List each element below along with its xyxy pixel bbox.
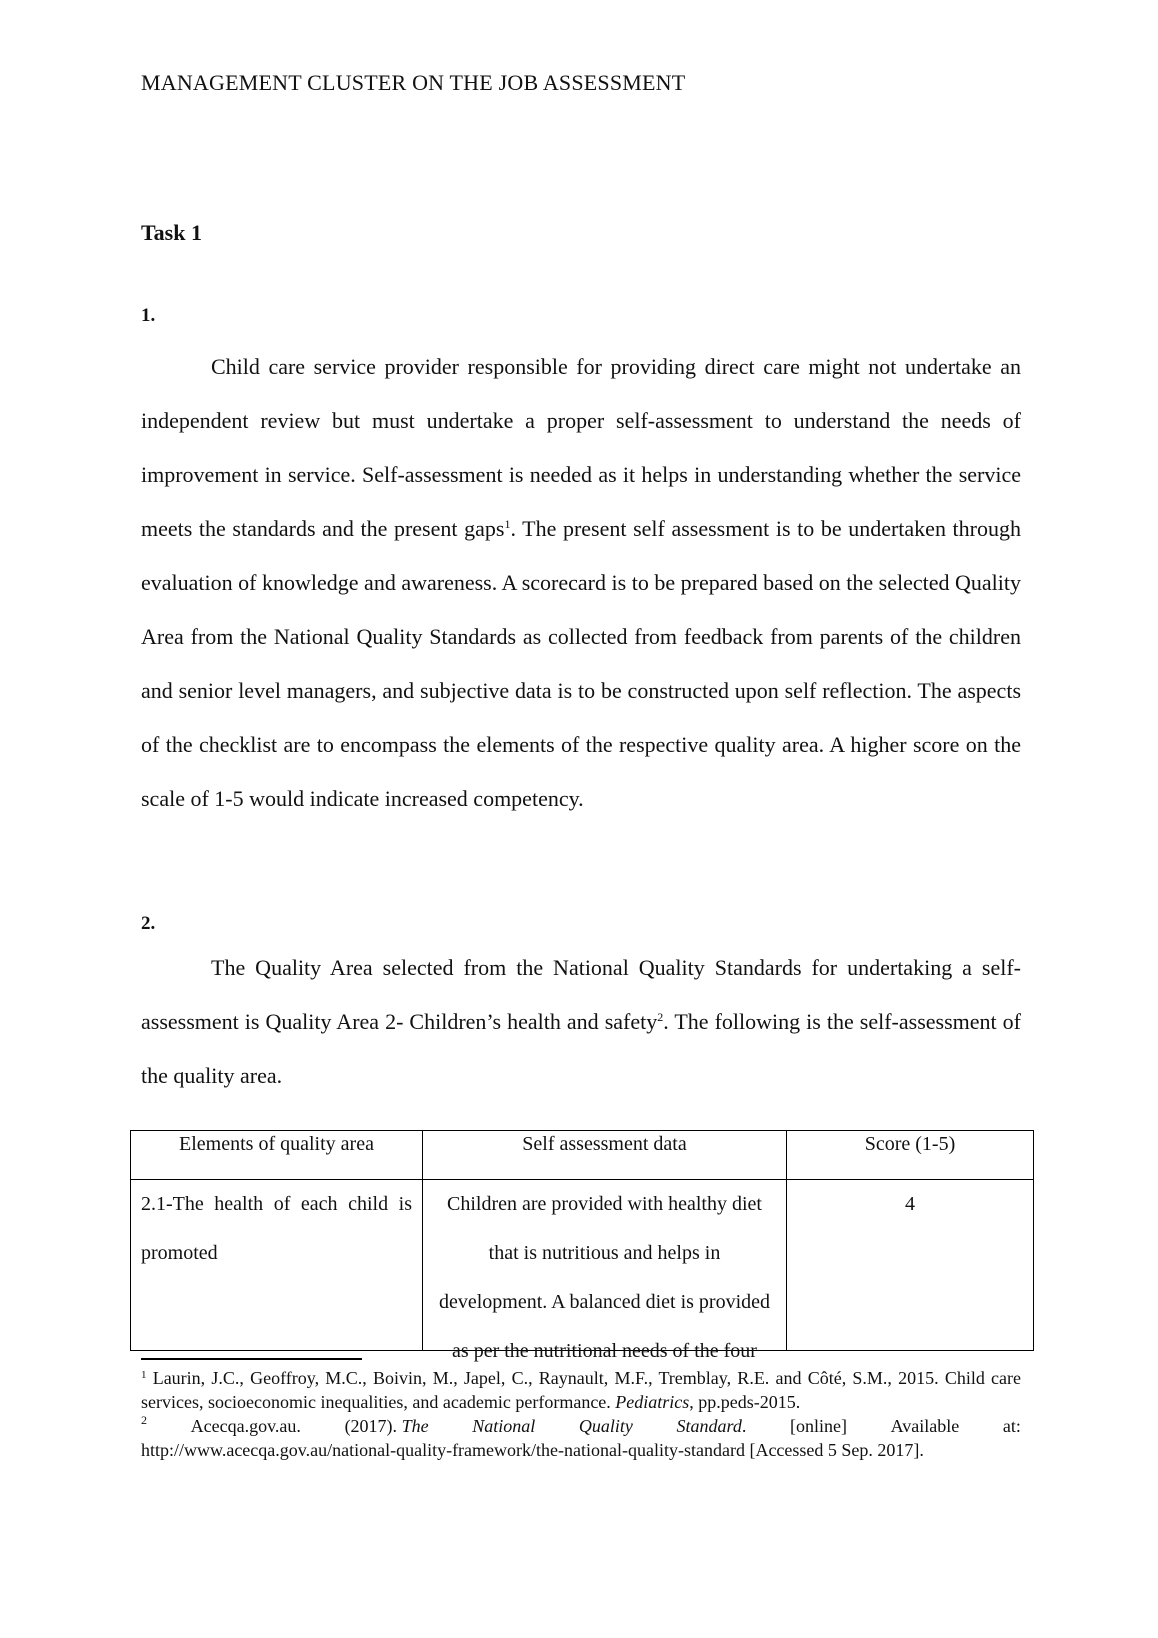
table-cell-score xyxy=(787,1180,1034,1351)
section-2-text-a: The Quality Area selected from the National Quality Standards for undertaking a self-assessment is Quality Area 2- Children’s health and safety xyxy=(141,955,1021,1034)
footnote-2-mark: 2 xyxy=(141,1413,147,1427)
task-heading: Task 1 xyxy=(141,220,202,245)
section-1-paragraph xyxy=(141,340,1021,826)
section-2-text-b: . The following is the self-assessment of the quality area. xyxy=(141,1009,1021,1088)
footnote-2-title-4: Standard xyxy=(676,1416,742,1436)
element-text: 2.1-The health of each child is promoted xyxy=(141,1193,412,1264)
table-header-score: Score (1-5) xyxy=(787,1131,1034,1180)
quality-area-table xyxy=(130,1130,1034,1362)
section-1-text-b: . The present self assessment is to be undertaken through evaluation of knowledge and awareness. A scorecard is to be prepared based on the selected Quality Area from the National Quality Standards as collected from feedback from parents of the children and senior level managers, and subjective data is to be constructed upon self reflection. The aspects of the checklist are to encompass the elements of the respective quality area. A higher score on the scale of 1-5 would indicate increased competency. xyxy=(141,516,1021,811)
footnote-1-journal: Pediatrics xyxy=(615,1392,690,1412)
footnote-2-available: Available xyxy=(890,1416,960,1436)
section-2-paragraph xyxy=(141,941,1021,1103)
footnote-2-at: at: xyxy=(1002,1416,1021,1436)
footnote-1-text-b: , pp.peds-2015. xyxy=(689,1392,801,1412)
footnote-2-online: [online] xyxy=(789,1416,847,1436)
table-row xyxy=(131,1180,1034,1351)
footnote-2-title-1: The xyxy=(401,1416,429,1436)
footnote-2-line-1 xyxy=(141,1414,1021,1438)
footnote-2-site: Acecqa.gov.au. xyxy=(190,1416,301,1436)
table-header-element: Elements of quality area xyxy=(131,1131,423,1180)
section-1-text-a: Child care service provider responsible for providing direct care might not undertake an independent review but must undertake a proper self-assessment to understand the needs of improvement in service. Self-assessment is needed as it helps in understanding whether the service meets the standards and the present gaps xyxy=(141,354,1021,541)
data-text: Children are provided with healthy diet that is nutritious and helps in development. A balanced diet is provided as per the nutritional needs of the four xyxy=(438,1193,771,1362)
footnote-1-mark: 1 xyxy=(141,1369,147,1381)
section-number-1: 1. xyxy=(141,305,156,326)
footnote-1-text-a: Laurin, J.C., Geoffroy, M.C., Boivin, M., Japel, C., Raynault, M.F., Tremblay, R.E. and Côté, S.M., 2015. Child care services, socioeconomic inequalities, and academic performance. xyxy=(141,1368,1021,1412)
footnote-ref-2[interactable]: 2 xyxy=(657,1010,664,1024)
score-value: 4 xyxy=(905,1193,915,1215)
footnotes xyxy=(141,1366,1021,1462)
footnote-separator xyxy=(141,1358,362,1360)
footnote-1 xyxy=(141,1366,1021,1414)
footnote-ref-1[interactable]: 1 xyxy=(504,517,511,531)
table-header-row xyxy=(131,1131,1034,1180)
table-cell-data xyxy=(423,1180,787,1362)
footnote-2-title-2: National xyxy=(472,1416,536,1436)
running-header: MANAGEMENT CLUSTER ON THE JOB ASSESSMENT xyxy=(141,70,686,95)
footnote-2-dot: . xyxy=(741,1416,747,1436)
table-cell-element xyxy=(131,1180,423,1351)
section-number-2: 2. xyxy=(141,913,156,934)
footnote-2-title-3: Quality xyxy=(578,1416,633,1436)
footnote-2-url[interactable]: http://www.acecqa.gov.au/national-quality-framework/the-national-quality-standard [Accessed 5 Sep. 2017]. xyxy=(141,1440,924,1460)
footnote-2-year: (2017). xyxy=(344,1416,398,1436)
table-header-data: Self assessment data xyxy=(423,1131,787,1180)
